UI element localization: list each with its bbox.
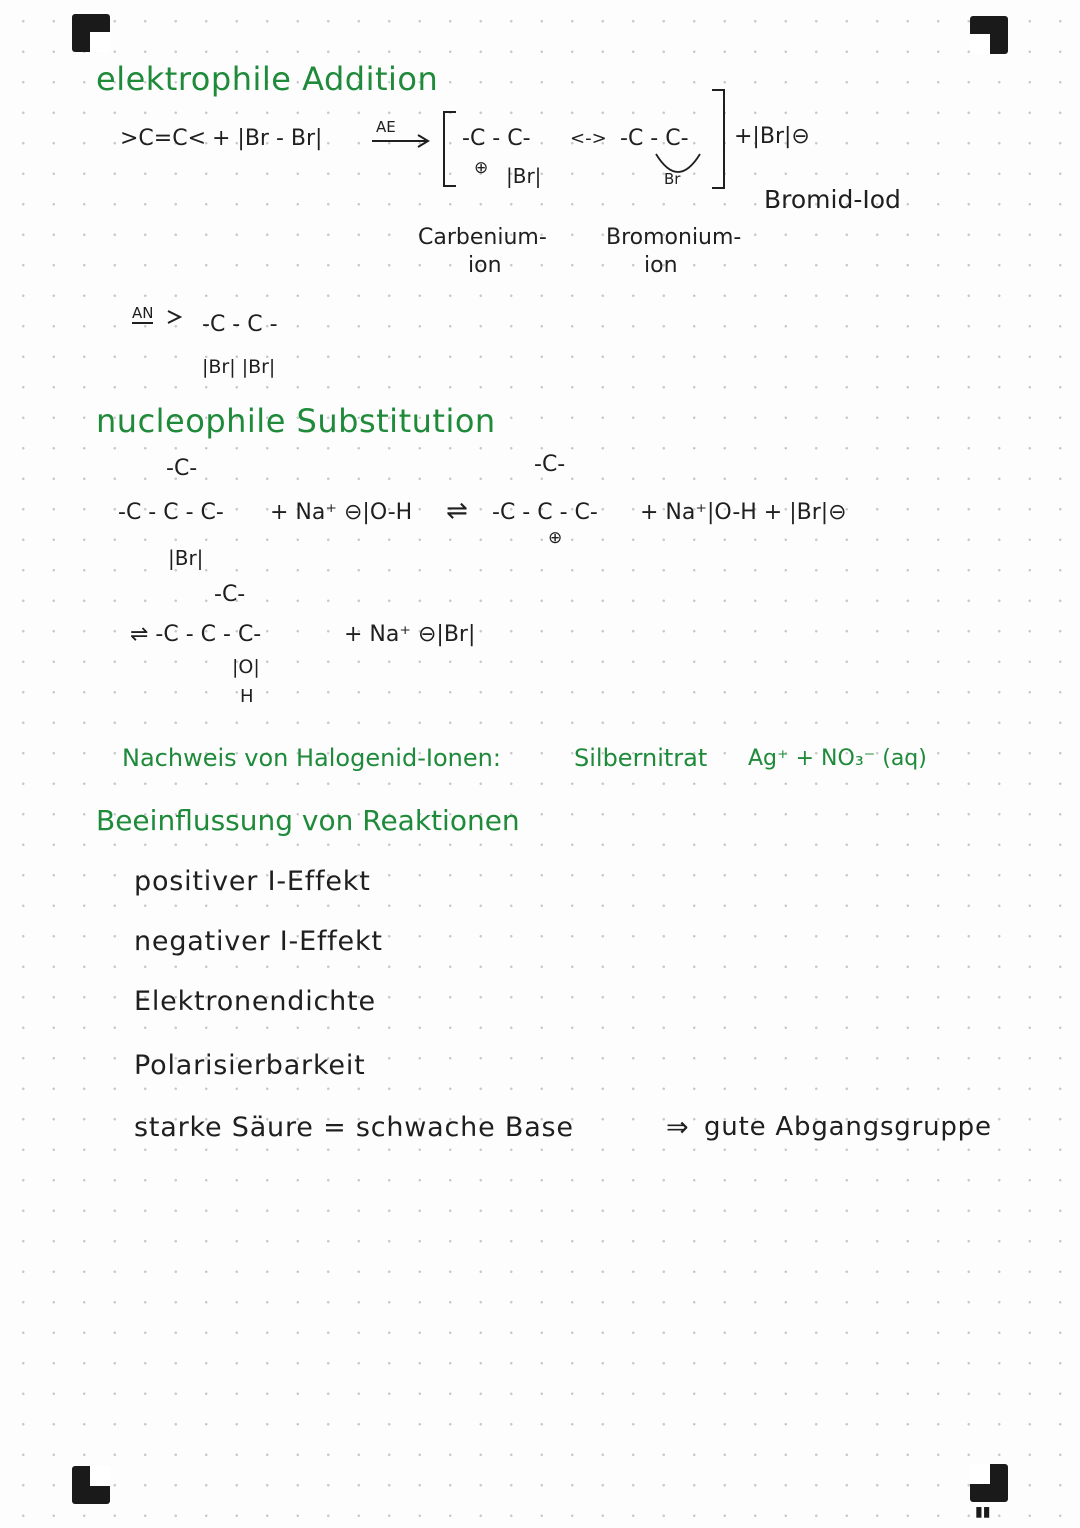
resonance-arrow: <->	[570, 128, 607, 149]
corner-mark-bottom-left	[72, 1466, 110, 1504]
carbenium-formula: -C - C-	[462, 126, 531, 151]
list-item-polarisierbarkeit: Polarisierbarkeit	[134, 1050, 366, 1081]
carbenium-charge: ⊕	[474, 158, 489, 178]
reagent-hydroxide: + Na⁺ ⊖|O-H	[270, 500, 413, 525]
nachweis-formula: Ag⁺ + NO₃⁻ (aq)	[748, 746, 927, 771]
label-bromonium-line2: ion	[644, 253, 678, 278]
reactant-bromine: + |Br - Br|	[212, 126, 323, 151]
product-chain: ⇌ -C - C - C-	[130, 622, 262, 647]
reactant-chain: -C - C - C-	[118, 500, 224, 525]
corner-mark-top-right	[970, 16, 1008, 54]
section-title-addition: elektrophile Addition	[96, 60, 439, 98]
bromide-ion: +|Br|⊖	[734, 124, 810, 149]
dots-icon: ▮▮	[975, 1504, 991, 1520]
product-oxygen: |O|	[232, 656, 260, 678]
rule-leaving-group: gute Abgangsgruppe	[704, 1112, 992, 1142]
section-title-substitution: nucleophile Substitution	[96, 402, 496, 440]
intermediate-charge: ⊕	[548, 528, 563, 548]
carbenium-substituent: |Br|	[506, 164, 542, 188]
list-item-positiver-i-effekt: positiver I-Effekt	[134, 866, 371, 897]
product-sodium-bromide: + Na⁺ ⊖|Br|	[344, 622, 476, 647]
product-hydrogen: H	[240, 686, 254, 707]
nachweis-reagent: Silbernitrat	[574, 744, 708, 772]
equilibrium-arrow: ⇌	[446, 496, 468, 526]
rule-acid-base: starke Säure = schwache Base	[134, 1112, 574, 1143]
intermediate-chain: -C - C - C-	[492, 500, 598, 525]
bromonium-formula: -C - C-	[620, 126, 689, 151]
arrow-label-an: AN	[132, 304, 154, 322]
nachweis-label: Nachweis von Halogenid-Ionen:	[122, 744, 501, 772]
bracket-right-icon	[708, 88, 728, 192]
intermediate-top-carbon: -C-	[534, 452, 566, 477]
label-bromonium-line1: Bromonium-	[606, 225, 742, 250]
bracket-left-icon	[440, 110, 460, 190]
reaction-arrow-icon	[370, 134, 432, 148]
label-carbenium-line1: Carbenium-	[418, 225, 547, 250]
substitution-byproducts: + Na⁺|O-H + |Br|⊖	[640, 500, 847, 525]
reactant-alkene: >C=C<	[120, 126, 207, 151]
product-dibromide-formula: -C - C -	[202, 312, 278, 337]
arrow-label-ae: AE	[376, 118, 396, 136]
bromonium-bridge-label: Br	[664, 170, 681, 188]
corner-mark-top-left	[72, 14, 110, 52]
list-item-elektronendichte: Elektronendichte	[134, 986, 376, 1017]
product-arrow-icon	[164, 310, 184, 324]
label-bromid-iod: Bromid-Iod	[764, 185, 901, 214]
reactant-top-carbon: -C-	[166, 456, 198, 481]
product-top-carbon: -C-	[214, 582, 246, 607]
corner-mark-bottom-right	[970, 1464, 1008, 1502]
section-title-beeinflussung: Beeinflussung von Reaktionen	[96, 804, 520, 837]
rule-arrow: ⇒	[666, 1112, 690, 1143]
reactant-bromo-substituent: |Br|	[168, 546, 204, 570]
list-item-negativer-i-effekt: negativer I-Effekt	[134, 926, 383, 957]
label-carbenium-line2: ion	[468, 253, 502, 278]
product-dibromide-substituents: |Br| |Br|	[202, 356, 276, 378]
